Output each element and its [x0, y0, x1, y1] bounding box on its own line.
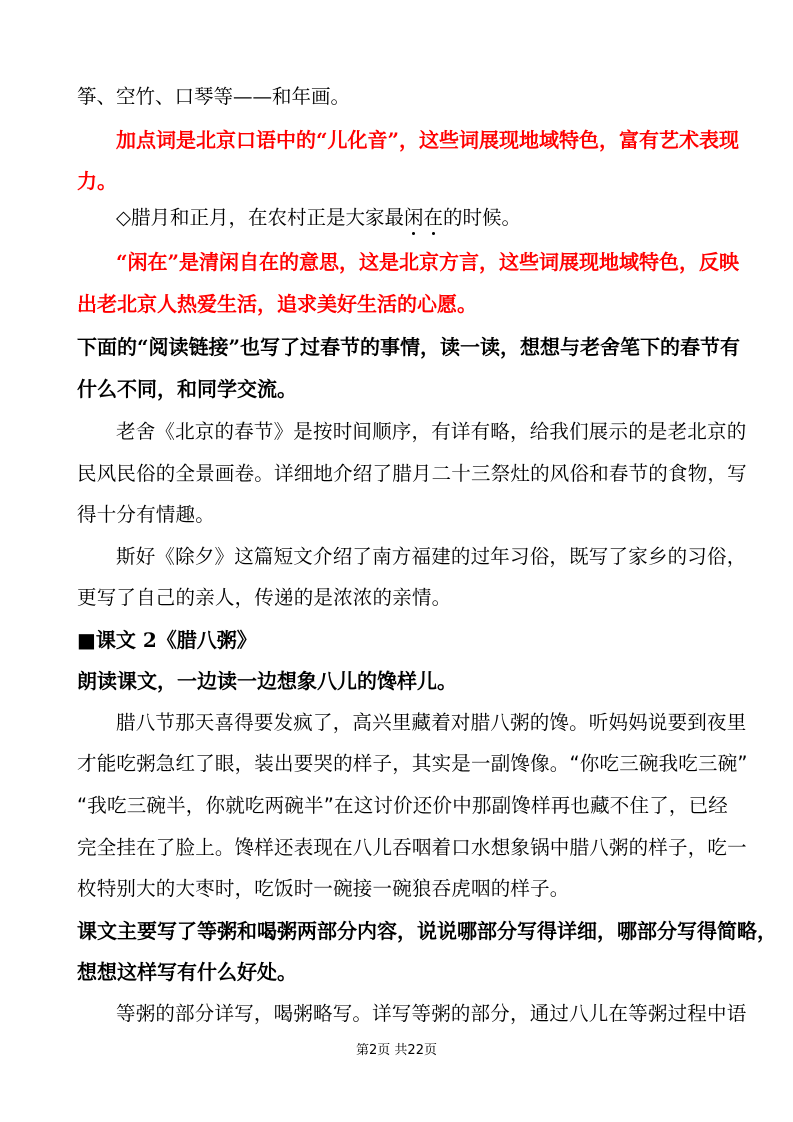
question-line: 课文主要写了等粥和喝粥两部分内容，说说哪部分写得详细，哪部分写得简略，: [77, 919, 777, 943]
highlight-line: “闲在”是清闲自在的意思，这是北京方言，这些词展现地域特色，反映: [116, 250, 740, 274]
section-heading: ■课文 2《腊八粥》: [77, 628, 257, 652]
highlight-line: 力。: [77, 169, 117, 193]
answer-line: 斯好《除夕》这篇短文介绍了南方福建的过年习俗，既写了家乡的习俗，: [116, 545, 747, 568]
answer-line: 更写了自己的亲人，传递的是浓浓的亲情。: [77, 586, 452, 609]
answer-line: 等粥的部分详写，喝粥略写。详写等粥的部分，通过八儿在等粥过程中语: [116, 1002, 747, 1025]
highlight-line: 加点词是北京口语中的“儿化音”，这些词展现地域特色，富有艺术表现: [116, 128, 740, 152]
example-sentence: [116, 206, 521, 230]
example-text: ◇腊月和正月，在农村正是大家最: [116, 206, 404, 229]
question-line: 想想这样写有什么好处。: [77, 960, 297, 984]
question-line: 什么不同，和同学交流。: [77, 377, 297, 401]
answer-line: 得十分有情趣。: [77, 503, 215, 526]
answer-line: 枚特别大的大枣时，吃饭时一碗接一碗狼吞虎咽的样子。: [77, 877, 570, 900]
text-line: 筝、空竹、口琴等——和年画。: [77, 85, 351, 108]
answer-line: “我吃三碗半，你就吃两碗半”在这讨价还价中那副馋样再也藏不住了，已经: [77, 794, 729, 817]
dotted-char: 在: [423, 206, 444, 229]
dotted-char: 闲: [404, 206, 424, 229]
answer-line: 民风民俗的全景画卷。详细地介绍了腊月二十三祭灶的风俗和春节的食物，写: [77, 462, 747, 485]
example-text: 的时候。: [443, 206, 522, 229]
question-line: 下面的“阅读链接”也写了过春节的事情，读一读，想想与老舍笔下的春节有: [77, 335, 741, 359]
answer-line: 腊八节那天喜得要发疯了，高兴里藏着对腊八粥的馋。听妈妈说要到夜里: [116, 711, 747, 734]
highlight-line: 出老北京人热爱生活，追求美好生活的心愿。: [77, 292, 477, 316]
question-line: 朗读课文，一边读一边想象八儿的馋样儿。: [77, 669, 457, 693]
answer-line: 完全挂在了脸上。馋样还表现在八儿吞咽着口水想象锅中腊八粥的样子，吃一: [77, 836, 747, 859]
answer-line: 才能吃粥急红了眼，装出要哭的样子，其实是一副馋像。“你吃三碗我吃三碗”: [77, 752, 748, 775]
page-footer: 第2页 共22页: [356, 1043, 437, 1058]
answer-line: 老舍《北京的春节》是按时间顺序，有详有略，给我们展示的是老北京的: [116, 420, 747, 443]
